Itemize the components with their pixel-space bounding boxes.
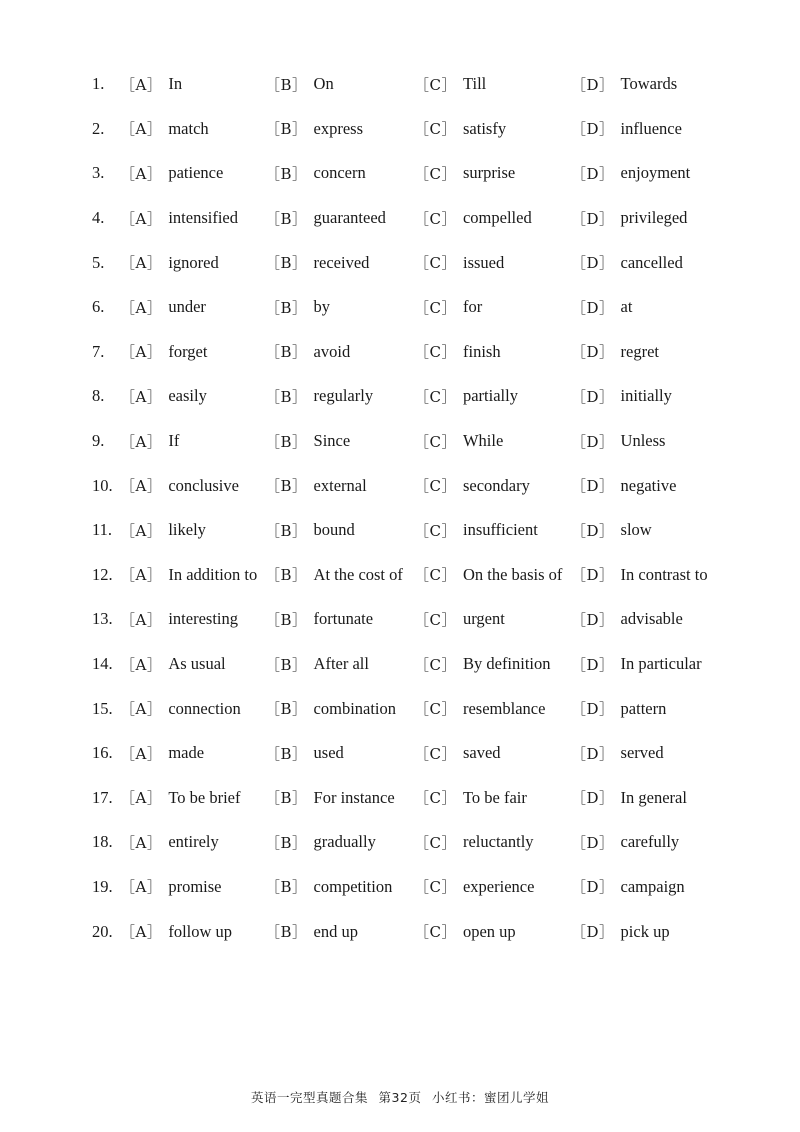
option-a <box>120 163 265 184</box>
option-d <box>571 163 721 184</box>
option-text: used <box>313 743 344 763</box>
option-letter: ［A］ <box>120 521 163 540</box>
option-letter: ［C］ <box>414 209 457 228</box>
option-letter: ［D］ <box>571 164 615 183</box>
option-letter: ［C］ <box>414 432 457 451</box>
option-text: carefully <box>620 832 680 852</box>
question-number: 19. <box>92 876 113 896</box>
option-letter: ［C］ <box>414 655 457 674</box>
option-a <box>120 832 265 853</box>
option-letter: ［C］ <box>414 387 457 406</box>
option-a <box>120 654 265 675</box>
option-letter: ［B］ <box>265 700 308 719</box>
option-text: regularly <box>313 386 374 406</box>
option-c <box>414 252 571 273</box>
option-b <box>265 475 414 496</box>
option-letter: ［A］ <box>120 878 163 897</box>
option-list <box>92 62 772 954</box>
option-text: In contrast to <box>620 564 708 584</box>
option-text: at <box>620 297 633 317</box>
question-number: 6. <box>92 297 105 317</box>
question-row <box>92 553 772 598</box>
option-b <box>265 431 414 452</box>
option-letter: ［C］ <box>414 75 457 94</box>
option-letter: ［B］ <box>265 610 308 629</box>
option-text: intensified <box>168 208 238 228</box>
option-letter: ［B］ <box>265 120 308 139</box>
option-b <box>265 743 414 764</box>
option-letter: ［A］ <box>120 566 163 585</box>
option-text: resemblance <box>462 698 546 718</box>
option-c <box>414 163 571 184</box>
option-b <box>265 654 414 675</box>
option-text: privileged <box>620 208 688 228</box>
option-b <box>265 386 414 407</box>
option-c <box>414 118 571 139</box>
option-text: forget <box>168 341 208 361</box>
option-text: In particular <box>620 654 702 674</box>
option-text: concern <box>313 163 366 183</box>
option-letter: ［C］ <box>414 833 457 852</box>
option-c <box>414 609 571 630</box>
option-letter: ［C］ <box>414 700 457 719</box>
option-letter: ［C］ <box>414 120 457 139</box>
question-row <box>92 909 772 954</box>
question-row <box>92 463 772 508</box>
option-text: On the basis of <box>462 564 563 584</box>
option-text: Unless <box>620 431 666 451</box>
option-text: slow <box>620 520 652 540</box>
option-letter: ［D］ <box>571 566 615 585</box>
question-number: 4. <box>92 208 105 228</box>
option-letter: ［C］ <box>414 343 457 362</box>
option-text: cancelled <box>620 252 683 272</box>
option-a <box>120 564 265 585</box>
option-text: satisfy <box>462 118 507 138</box>
option-b <box>265 341 414 362</box>
option-d <box>571 743 721 764</box>
option-a <box>120 118 265 139</box>
option-text: reluctantly <box>462 832 534 852</box>
option-letter: ［A］ <box>120 120 163 139</box>
option-letter: ［D］ <box>571 254 615 273</box>
option-text: external <box>313 475 367 495</box>
option-c <box>414 787 571 808</box>
option-letter: ［A］ <box>120 610 163 629</box>
option-letter: ［C］ <box>414 923 457 942</box>
option-c <box>414 698 571 719</box>
question-number: 1. <box>92 74 105 94</box>
option-b <box>265 297 414 318</box>
option-letter: ［B］ <box>265 521 308 540</box>
option-text: At the cost of <box>313 564 403 584</box>
option-letter: ［D］ <box>571 120 615 139</box>
option-text: As usual <box>168 654 226 674</box>
option-text: regret <box>620 341 660 361</box>
option-letter: ［C］ <box>414 521 457 540</box>
option-letter: ［C］ <box>414 477 457 496</box>
footer-book-title: 英语一完型真题合集 <box>251 1090 369 1105</box>
option-letter: ［B］ <box>265 923 308 942</box>
option-d <box>571 252 721 273</box>
option-b <box>265 921 414 942</box>
option-text: patience <box>168 163 224 183</box>
question-number: 20. <box>92 921 113 941</box>
option-letter: ［B］ <box>265 75 308 94</box>
option-d <box>571 386 721 407</box>
question-number: 2. <box>92 118 105 138</box>
option-text: By definition <box>462 654 551 674</box>
option-letter: ［C］ <box>414 254 457 273</box>
option-a <box>120 787 265 808</box>
option-letter: ［C］ <box>414 878 457 897</box>
option-letter: ［B］ <box>265 254 308 273</box>
option-d <box>571 208 721 229</box>
question-row <box>92 642 772 687</box>
question-number: 18. <box>92 832 113 852</box>
option-a <box>120 609 265 630</box>
option-letter: ［C］ <box>414 789 457 808</box>
option-text: insufficient <box>462 520 538 540</box>
question-row <box>92 865 772 910</box>
option-letter: ［A］ <box>120 254 163 273</box>
question-row <box>92 196 772 241</box>
option-letter: ［A］ <box>120 387 163 406</box>
option-d <box>571 520 721 541</box>
option-d <box>571 921 721 942</box>
option-letter: ［B］ <box>265 432 308 451</box>
option-c <box>414 386 571 407</box>
option-text: entirely <box>168 832 219 852</box>
option-text: under <box>168 297 206 317</box>
option-letter: ［C］ <box>414 566 457 585</box>
question-row <box>92 330 772 375</box>
option-d <box>571 431 721 452</box>
page-footer <box>0 1088 800 1106</box>
option-letter: ［B］ <box>265 878 308 897</box>
option-letter: ［D］ <box>571 610 615 629</box>
option-text: Towards <box>620 74 678 94</box>
option-letter: ［D］ <box>571 655 615 674</box>
option-d <box>571 876 721 897</box>
footer-page-number: 第32页 <box>378 1090 422 1105</box>
option-b <box>265 520 414 541</box>
option-letter: ［A］ <box>120 655 163 674</box>
option-a <box>120 431 265 452</box>
option-a <box>120 698 265 719</box>
option-d <box>571 118 721 139</box>
option-letter: ［D］ <box>571 209 615 228</box>
option-letter: ［D］ <box>571 298 615 317</box>
option-b <box>265 832 414 853</box>
option-letter: ［B］ <box>265 164 308 183</box>
question-row <box>92 820 772 865</box>
question-number: 17. <box>92 787 113 807</box>
option-text: advisable <box>620 609 683 629</box>
option-letter: ［A］ <box>120 789 163 808</box>
option-text: fortunate <box>313 609 374 629</box>
option-b <box>265 74 414 95</box>
option-c <box>414 520 571 541</box>
option-text: After all <box>313 654 369 674</box>
option-letter: ［D］ <box>571 477 615 496</box>
option-letter: ［B］ <box>265 833 308 852</box>
option-text: promise <box>168 876 222 896</box>
option-b <box>265 609 414 630</box>
option-b <box>265 564 414 585</box>
option-text: For instance <box>313 787 395 807</box>
option-text: partially <box>462 386 518 406</box>
option-d <box>571 609 721 630</box>
option-text: interesting <box>168 609 238 629</box>
question-row <box>92 686 772 731</box>
option-c <box>414 475 571 496</box>
option-text: surprise <box>462 163 516 183</box>
option-b <box>265 698 414 719</box>
option-letter: ［D］ <box>571 744 615 763</box>
option-letter: ［A］ <box>120 477 163 496</box>
option-letter: ［D］ <box>571 833 615 852</box>
option-text: In general <box>620 787 687 807</box>
option-a <box>120 252 265 273</box>
question-number: 15. <box>92 698 113 718</box>
option-letter: ［A］ <box>120 833 163 852</box>
option-c <box>414 876 571 897</box>
option-c <box>414 74 571 95</box>
question-number: 12. <box>92 564 113 584</box>
option-c <box>414 297 571 318</box>
option-letter: ［C］ <box>414 164 457 183</box>
option-text: competition <box>313 876 393 896</box>
option-text: Till <box>462 74 487 94</box>
option-text: easily <box>168 386 207 406</box>
option-letter: ［D］ <box>571 521 615 540</box>
option-text: avoid <box>313 341 351 361</box>
option-text: connection <box>168 698 241 718</box>
question-row <box>92 285 772 330</box>
option-letter: ［A］ <box>120 432 163 451</box>
option-d <box>571 787 721 808</box>
option-text: follow up <box>168 921 233 941</box>
option-text: served <box>620 743 664 763</box>
option-letter: ［A］ <box>120 700 163 719</box>
option-text: issued <box>462 252 505 272</box>
option-text: by <box>313 297 331 317</box>
option-text: influence <box>620 118 682 138</box>
question-number: 5. <box>92 252 105 272</box>
option-text: In addition to <box>168 564 258 584</box>
option-d <box>571 832 721 853</box>
option-text: urgent <box>462 609 505 629</box>
question-number: 9. <box>92 431 105 451</box>
option-text: finish <box>462 341 501 361</box>
question-row <box>92 62 772 107</box>
option-letter: ［A］ <box>120 343 163 362</box>
option-text: secondary <box>462 475 530 495</box>
option-letter: ［D］ <box>571 75 615 94</box>
option-letter: ［D］ <box>571 343 615 362</box>
question-number: 13. <box>92 609 113 629</box>
option-d <box>571 74 721 95</box>
option-a <box>120 341 265 362</box>
option-d <box>571 297 721 318</box>
option-text: negative <box>620 475 677 495</box>
option-text: combination <box>313 698 397 718</box>
option-c <box>414 341 571 362</box>
option-b <box>265 787 414 808</box>
option-a <box>120 475 265 496</box>
option-c <box>414 832 571 853</box>
option-letter: ［A］ <box>120 75 163 94</box>
option-c <box>414 564 571 585</box>
question-number: 11. <box>92 520 113 540</box>
option-letter: ［D］ <box>571 878 615 897</box>
option-text: On <box>313 74 334 94</box>
option-letter: ［B］ <box>265 387 308 406</box>
option-letter: ［D］ <box>571 432 615 451</box>
option-letter: ［B］ <box>265 744 308 763</box>
footer-author: 小红书：蜜团儿学姐 <box>431 1090 549 1105</box>
option-text: ignored <box>168 252 219 272</box>
option-text: saved <box>462 743 501 763</box>
option-text: express <box>313 118 364 138</box>
option-text: gradually <box>313 832 376 852</box>
option-text: end up <box>313 921 358 941</box>
question-row <box>92 240 772 285</box>
option-a <box>120 297 265 318</box>
question-row <box>92 508 772 553</box>
option-a <box>120 921 265 942</box>
option-letter: ［A］ <box>120 209 163 228</box>
option-b <box>265 118 414 139</box>
option-d <box>571 654 721 675</box>
option-text: for <box>462 297 483 317</box>
option-letter: ［A］ <box>120 164 163 183</box>
option-d <box>571 341 721 362</box>
option-c <box>414 431 571 452</box>
question-row <box>92 374 772 419</box>
option-a <box>120 386 265 407</box>
question-row <box>92 107 772 152</box>
question-number: 7. <box>92 341 105 361</box>
option-d <box>571 475 721 496</box>
option-letter: ［D］ <box>571 387 615 406</box>
question-number: 8. <box>92 386 105 406</box>
option-text: initially <box>620 386 672 406</box>
option-text: match <box>168 118 209 138</box>
option-text: To be fair <box>462 787 527 807</box>
question-row <box>92 419 772 464</box>
option-a <box>120 876 265 897</box>
question-row <box>92 731 772 776</box>
option-letter: ［A］ <box>120 744 163 763</box>
option-a <box>120 208 265 229</box>
question-number: 10. <box>92 475 113 495</box>
question-number: 14. <box>92 654 113 674</box>
option-d <box>571 698 721 719</box>
option-text: bound <box>313 520 355 540</box>
option-a <box>120 74 265 95</box>
option-text: made <box>168 743 205 763</box>
option-a <box>120 520 265 541</box>
option-b <box>265 163 414 184</box>
option-letter: ［B］ <box>265 789 308 808</box>
option-c <box>414 743 571 764</box>
option-text: guaranteed <box>313 208 386 228</box>
option-letter: ［A］ <box>120 923 163 942</box>
option-text: conclusive <box>168 475 239 495</box>
question-row <box>92 151 772 196</box>
option-text: experience <box>462 876 535 896</box>
option-text: While <box>462 431 504 451</box>
question-row <box>92 597 772 642</box>
option-letter: ［C］ <box>414 298 457 317</box>
option-c <box>414 921 571 942</box>
option-d <box>571 564 721 585</box>
option-text: compelled <box>462 208 532 228</box>
option-letter: ［D］ <box>571 700 615 719</box>
option-letter: ［D］ <box>571 923 615 942</box>
option-c <box>414 208 571 229</box>
option-letter: ［B］ <box>265 655 308 674</box>
option-b <box>265 252 414 273</box>
question-row <box>92 776 772 821</box>
question-number: 16. <box>92 743 113 763</box>
option-c <box>414 654 571 675</box>
option-text: Since <box>313 431 351 451</box>
option-text: campaign <box>620 876 685 896</box>
option-text: pick up <box>620 921 670 941</box>
option-letter: ［D］ <box>571 789 615 808</box>
option-b <box>265 876 414 897</box>
option-a <box>120 743 265 764</box>
option-letter: ［B］ <box>265 477 308 496</box>
option-b <box>265 208 414 229</box>
option-text: received <box>313 252 370 272</box>
option-text: If <box>168 431 180 451</box>
option-letter: ［B］ <box>265 209 308 228</box>
option-text: pattern <box>620 698 667 718</box>
option-text: To be brief <box>168 787 241 807</box>
option-text: enjoyment <box>620 163 691 183</box>
option-letter: ［B］ <box>265 566 308 585</box>
option-letter: ［A］ <box>120 298 163 317</box>
option-letter: ［B］ <box>265 343 308 362</box>
option-text: likely <box>168 520 206 540</box>
question-number: 3. <box>92 163 105 183</box>
option-letter: ［B］ <box>265 298 308 317</box>
option-text: open up <box>462 921 516 941</box>
option-text: In <box>168 74 183 94</box>
option-letter: ［C］ <box>414 610 457 629</box>
option-letter: ［C］ <box>414 744 457 763</box>
